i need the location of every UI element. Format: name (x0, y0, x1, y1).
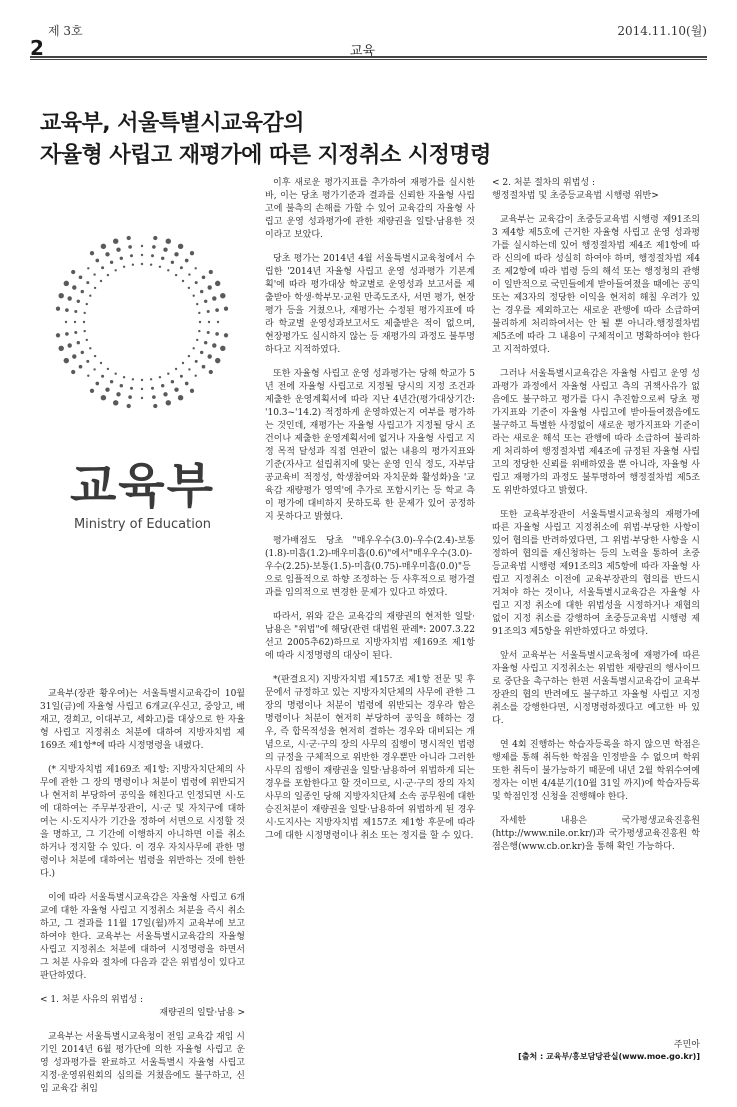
logo-dot (65, 332, 69, 336)
logo-dot (152, 245, 156, 249)
logo-dot (175, 274, 177, 276)
logo-dot (196, 303, 198, 305)
logo-dot (198, 312, 200, 314)
logo-dot (161, 384, 164, 387)
logo-dot (198, 330, 200, 332)
logo-dot (174, 387, 178, 391)
logo-dot (190, 251, 194, 255)
logo-dot (79, 275, 83, 279)
logo-dot (141, 397, 143, 399)
paragraph: (* 지방자치법 제169조 제1항: 지방자치단체의 사무에 관한 그 장의 명령이나 처분이 법령에 위반되거나 현저히 부당하여 공익을 해친다고 인정되면 시·도에 대하여는 주무부장관이, 시·군 및 자치구에 대하여는 시·도지사가 기간을 정하여 서면으로 시정할 것을 명하고, 그 기간에 이행하지 아니하면 이를 취소하거나 정지할 수 있다. 이 경우 자치사무에 관한 명령이나 처분에 대하여는 법령을 위반하는 것에 한한다.) (40, 765, 245, 879)
logo-dot (185, 259, 189, 263)
logo-dot (65, 321, 67, 323)
logo-dot (215, 281, 220, 286)
logo-dot (132, 264, 134, 266)
article-headline (40, 108, 700, 172)
logo-dot (116, 392, 120, 396)
logo-dot (81, 290, 84, 293)
logo-dot (188, 273, 190, 275)
logo-dot (180, 266, 183, 269)
logo-dot (141, 263, 143, 265)
paragraph: 따라서, 위와 같은 교육감의 재량권의 현저한 일탈·남용은 "위법"에 해당(관련 대법원 판례*: 2007.3.22 선고 2005추62)하므로 지방자치법 제169조 제1항에 따라 시정명령의 대상이 된다. (265, 612, 475, 661)
logo-dot (100, 362, 102, 364)
logo-dot (105, 252, 109, 256)
logo-dot (100, 280, 102, 282)
logo-dot (84, 330, 86, 332)
logo-dot (113, 238, 118, 243)
logo-dot (217, 321, 219, 323)
source-credit: [출처 : 교육부/홍보담당관실(www.moe.go.kr)] (518, 1052, 700, 1061)
logo-dot (86, 339, 88, 341)
logo-dot (209, 270, 213, 274)
logo-dot (56, 333, 60, 337)
logo-dot (72, 354, 76, 358)
logo-dot (159, 376, 161, 378)
logo-dot (171, 261, 174, 264)
logo-dot (74, 310, 77, 313)
logo-dot (77, 300, 80, 303)
logo-dot (207, 285, 211, 289)
logo-dot (151, 254, 154, 257)
logo-dot (182, 362, 184, 364)
logo-dot (115, 373, 117, 375)
logo-dot (215, 332, 219, 336)
logo-dot (178, 244, 183, 249)
logo-dot (199, 321, 201, 323)
logo-dot (166, 400, 171, 405)
logo-dot (220, 346, 225, 351)
logo-dot (202, 365, 206, 369)
logo-dot (163, 392, 167, 396)
header-rule (30, 56, 707, 58)
logo-dot (89, 347, 91, 349)
logo-dot (127, 236, 131, 240)
subheading: 행정절차법 및 초중등교육법 시행령 위반> (492, 191, 659, 201)
logo-dot (95, 259, 99, 263)
paragraph: 이후 새로운 평가지표를 추가하여 재평가를 실시한 바, 이는 당초 평가기준과 결과를 신뢰한 자율형 사립고에 불측의 손해를 가할 수 있어 교육감의 자율형 사립고 운영 성과평가에 관한 재량권을 일탈·남용한 것이라고 보았다. (265, 178, 475, 240)
paragraph: 평가배점도 당초 "매우우수(3.0)-우수(2.4)-보통(1.8)-미흡(1.2)-매우미흡(0.6)"에서"매우우수(3.0)-우수(2.25)-보통(1.5)-미흡(0.75)-매우미흡(0.0)"등으로 임플적으로 하향 조정하는 등 사후적으로 평가결과를 임의적으로 변경한 문제가 있다고 하였다. (265, 536, 475, 598)
logo-dot (110, 261, 113, 264)
logo-dot (204, 341, 207, 344)
logo-dot (195, 360, 198, 363)
logo-dot (116, 247, 120, 251)
logo-dot (185, 382, 189, 386)
logo-dot (195, 375, 197, 377)
subheading: < 1. 처분 사유의 위법성 : (40, 995, 144, 1005)
ministry-of-education-logo (40, 192, 245, 672)
logo-dot (128, 245, 132, 249)
logo-dot (105, 387, 109, 391)
logo-dot (163, 247, 167, 251)
logo-dot (141, 379, 143, 381)
logo-dot (95, 382, 99, 386)
logo-dot (90, 251, 94, 255)
logo-dot (89, 295, 91, 297)
logo-dot-mark (40, 192, 245, 672)
logo-dot (64, 281, 69, 286)
logo-dot (207, 310, 210, 313)
logo-dot (81, 351, 84, 354)
paragraph: 교육부는 교육감이 초중등교육법 시행령 제91조의3 제4항 제5호에 근거한 자율형 사립고 운영 성과평가를 실시하는데 있어 행정절차법 제4조 제1항에 따라 신의에 따라 성실히 하여야 하며, 행정절차법 제4조 제2항에 따라 법령 등의 해석 또는 행정청의 관행이 일반적으로 국민들에게 받아들여졌을 때에는 공익 또는 제3자의 정당한 이익을 현저히 해칠 우려가 있는 경우를 제외하고는 새로운 관행에 따라 소급하여 불리하게 처리하여서는 안 될 뿐 아니라.행정절차법 제5조에 따라 그 내용이 구체적이고 명확하여야 한다고 지적하였다. (492, 215, 700, 355)
logo-dot (65, 308, 69, 312)
logo-dot (220, 293, 225, 298)
logo-dot (101, 395, 106, 400)
logo-dot (178, 395, 183, 400)
paragraph: 교육부(장관 황우여)는 서울특별시교육감이 10월 31일(금)에 자율형 사립고 6개교(우신고, 중앙고, 배재고, 경희고, 이대부고, 세화고)를 대상으로 한 자율형 사립고 지정취소 처분에 대하여 지방자치법 제169조 제1항*에 따라 시정명령을 내렸다. (40, 689, 245, 751)
page-header (30, 18, 707, 78)
paragraph: 연 4회 진행하는 학습자등록을 하지 않으면 학점은행제를 통해 취득한 학점을 인정받을 수 없으며 학위 또한 취득이 불가능하기 때문에 내년 2월 학위수여예정자는 이번 4/4분기(10월 31일 까지)에 학습자등록 및 학점인정 신청을 진행해야 한다. (492, 740, 700, 802)
paragraph: 또한 교육부장관이 서울특별시교육청의 재평가에 따른 자율형 사립고 지정취소에 위법·부당한 사항이 있어 협의를 반려하였다면, 그 위법·부당한 사항을 시정하여 협의를 재신청하는 등의 노력을 통하여 초중등교육법 시행령 제91조의3 제5항에 따라 자율형 사립고 지정취소 이전에 교육부장관의 협의를 반드시 거쳐야 하는 것이나, 서울특별시교육감은 자율형 사립고 지정 취소에 대한 위법성을 시정하거나 재협의 없이 지정 취소를 강행하여 초중등교육법 시행령 제91조의3 제5항을 위반하였다고 하였다. (492, 510, 700, 637)
logo-dot (153, 236, 157, 240)
issue-number: 제 3호 (48, 24, 83, 38)
logo-dot (71, 270, 75, 274)
paragraph: 그러나 서울특별시교육감은 자율형 사립고 운영 성과평가 과정에서 자율형 사립고 측의 귀책사유가 없음에도 불구하고 평가를 다시 추진함으로써 당초 평가지표와 기준이 자율형 사립고에 받아들여졌음에도 불구하고 특별한 사정없이 새로운 평가지표와 기준이라는 새로운 해석 또는 관행에 따라 소급하여 불리하게 처리하여 행정절차법 제4조에 규정된 자율형 사립고의 정당한 신뢰를 위배하였을 뿐 아니라, 자율형 사립고 재평가의 과정도 불투명하여 행정절차법 제5조도 위반하였다고 밝혔다. (492, 369, 700, 496)
logo-dot (113, 400, 118, 405)
logo-dot (71, 370, 75, 374)
logo-dot (193, 347, 195, 349)
logo-dot (107, 274, 109, 276)
logo-dot (195, 267, 197, 269)
logo-dot (56, 307, 60, 311)
logo-dot (128, 395, 132, 399)
logo-dot (72, 285, 76, 289)
logo-dot (79, 365, 83, 369)
headline-line-2: 자율형 사립고 재평가에 따른 지정취소 시정명령 (40, 143, 491, 168)
logo-dot (188, 287, 190, 289)
logo-dot (208, 321, 210, 323)
subheading: 재량권의 일탈·남용 > (159, 1008, 245, 1018)
paragraph: 이에 따라 서울특별시교육감은 자율형 사립고 6개교에 대한 자율형 사립고 지정취소 처분을 즉시 취소하고, 그 결과를 11월 17일(월)까지 교육부에 보고하여야 한다. 교육부는 서울특별시교육감의 자율형 사립고 지정취소 처분에 대하여 시정명령을 하면서 그 처분 사유와 절차에 다음과 같은 위법성이 있다고 판단하였다. (40, 893, 245, 981)
paragraph: 앞서 교육부는 서울특별시교육청에 재평가에 따른 자율형 사립고 지정취소는 위법한 재량권의 행사이므로 중단을 촉구하는 한편 서울특별시교육감이 교육부장관의 협의 반려에도 불구하고 자율형 사립고 지정 취소를 강행한다면, 시정명령하겠다고 예고한 바 있다. (492, 651, 700, 726)
paragraph: 당초 평가는 2014년 4월 서울특별시교육청에서 수립한 '2014년 자율형 사립고 운영 성과평가 기본계획'에 따라 평가대상 학교별로 운영성과 보고서를 제출받아 학생·학부모·교원 만족도조사, 서면 평가, 현장 평가 등을 거쳤으나, 재평가는 수정된 평가지표에 따라 학교별 운영성과보고서도 제출받은 적이 없으며, 현장평가도 실시하지 않는 등 재평가의 과정도 불투명하다고 지적하였다. (265, 254, 475, 355)
logo-dot (180, 375, 183, 378)
logo-dot (67, 343, 71, 347)
logo-dot (152, 395, 156, 399)
logo-dot (215, 308, 219, 312)
logo-dot (84, 312, 86, 314)
logo-dot (215, 358, 220, 363)
logo-dot (209, 370, 213, 374)
logo-dot (159, 266, 161, 268)
logo-dot (193, 295, 195, 297)
logo-dot (151, 387, 154, 390)
logo-dot (87, 267, 89, 269)
subheading: < 2. 처분 절차의 위법성 : (492, 178, 596, 188)
logo-dot (182, 280, 184, 282)
logo-dot (123, 266, 125, 268)
logo-dot (58, 346, 63, 351)
logo-dot (101, 266, 104, 269)
logo-dot (224, 333, 228, 337)
logo-dot (86, 360, 89, 363)
logo-dot (200, 351, 203, 354)
logo-dot (171, 380, 174, 383)
logo-dot (212, 296, 216, 300)
column-2 (265, 177, 475, 854)
logo-dot (175, 368, 177, 370)
logo-dot (130, 254, 133, 257)
section-label: 교육 (350, 44, 376, 59)
logo-dot (94, 287, 96, 289)
logo-dot (90, 389, 94, 393)
logo-dot (120, 257, 123, 260)
logo-dot (153, 404, 157, 408)
logo-dot (93, 368, 95, 370)
logo-dot (167, 373, 169, 375)
logo-dot (74, 331, 77, 334)
paragraph: 자세한 내용은 국가평생교육진흥원(http://www.nile.or.kr/)과 국가평생교육진흥원 학점은행(www.cb.or.kr)을 통해 확인 가능하다. (492, 816, 700, 852)
paragraph: *(판결요지) 지방자치법 제157조 제1항 전문 및 후문에서 규정하고 있는 지방자치단체의 사무에 관한 그 장의 명령이나 처분이 법령에 위반되는 경우라 함은 명령이나 처분이 현저히 부당하여 공익을 해하는 경우, 즉 합목적성을 현저히 결하는 경우와 대비되는 개념으로, 시·군·구의 장의 사무의 집행이 명시적인 법령의 규정을 구체적으로 위반한 경우뿐만 아니라 그러한 사무의 집행이 재량권을 일탈·남용하여 위법하게 되는 경우를 포함한다고 할 것이므로, 시·군·구의 장의 자치사무의 일종인 당해 지방자치단체 소속 공무원에 대한 승진처분이 재량권을 일탈·남용하여 위법하게 된 경우 시·도지사는 지방자치법 제157조 제1항 후문에 따라 그에 대한 시정명령이나 취소 또는 정지를 할 수 있다. (265, 675, 475, 841)
issue-date: 2014.11.10(월) (617, 24, 707, 38)
logo-dot (166, 238, 171, 243)
logo-dot (120, 384, 123, 387)
logo-dot (212, 343, 216, 347)
column-3 (492, 177, 700, 865)
logo-dot (224, 307, 228, 311)
logo-dot (141, 245, 143, 247)
logo-dot (123, 376, 125, 378)
logo-dot (87, 375, 89, 377)
headline-line-1: 교육부, 서울특별시교육감의 (40, 111, 305, 136)
reporter-name: 주민아 (673, 1040, 700, 1050)
logo-dot (93, 273, 95, 275)
logo-wordmark-kr: 교육부 (69, 458, 216, 514)
logo-dot (202, 275, 206, 279)
logo-dot (110, 380, 113, 383)
logo-dot (115, 269, 117, 271)
logo-dot (58, 293, 63, 298)
logo-dot (161, 257, 164, 260)
logo-dot (195, 281, 198, 284)
logo-dot (86, 303, 88, 305)
logo-dot (196, 339, 198, 341)
logo-dot (132, 378, 134, 380)
header-rule-thin (30, 59, 707, 60)
logo-dot (86, 281, 89, 284)
logo-dot (127, 404, 131, 408)
logo-dot (130, 387, 133, 390)
logo-dot (167, 269, 169, 271)
logo-dot (64, 358, 69, 363)
logo-dot (107, 368, 109, 370)
logo-dot (174, 252, 178, 256)
paragraph: 교육부는 서울특별시교육청이 전임 교육감 재임 시기인 2014년 6월 평가단에 의한 자율형 사립고 운영 성과평가를 완료하고 서울특별시 자율형 사립고 지정·운영위원회의 심의를 거쳤음에도 불구하고, 신임 교육감 취임 (40, 1032, 245, 1094)
logo-dot (190, 389, 194, 393)
logo-dot (207, 331, 210, 334)
logo-dot (77, 341, 80, 344)
logo-dot (101, 375, 104, 378)
logo-dot (204, 300, 207, 303)
logo-dot (207, 354, 211, 358)
logo-wordmark-en: Ministry of Education (73, 517, 212, 532)
logo-dot (188, 368, 190, 370)
logo-dot (94, 355, 96, 357)
logo-dot (150, 264, 152, 266)
column-1 (40, 688, 245, 1107)
logo-dot (150, 378, 152, 380)
logo-dot (188, 355, 190, 357)
logo-dot (83, 321, 85, 323)
logo-dot (200, 290, 203, 293)
logo-dot (141, 388, 143, 390)
logo-dot (141, 254, 143, 256)
logo-dot (67, 296, 71, 300)
logo-dot (74, 321, 76, 323)
logo-dot (101, 244, 106, 249)
page-number: 2 (30, 36, 44, 60)
paragraph: 또한 자율형 사립고 운영 성과평가는 당해 학교가 5년 전에 자율형 사립고로 지정될 당시의 지정 조건과 제출한 운영계획서에 따라 지난 4년간(평가대상기간: '10.3~'14.2) 적정하게 운영하였는지 여부를 평가하는 것인데, 재평가는 자율형 사립고가 지정될 당시 조건이나 제출한 운영계획서에 없거나 자율형 사립고 지정 목적 달성과 직접 연관이 없는 내용의 평가지표와 기준(자사고 설립취지에 맞는 운영 인식 정도, 자부담 공교육비 적정성, 학생참여와 자치문화 활성화)을 '교육감 재량평가 영역'에 추가로 포함시키는 등 학교 측이 평가에 대비하지 못하도록 한 문제가 있어 공정하지 못하다고 밝혔다. (265, 369, 475, 522)
